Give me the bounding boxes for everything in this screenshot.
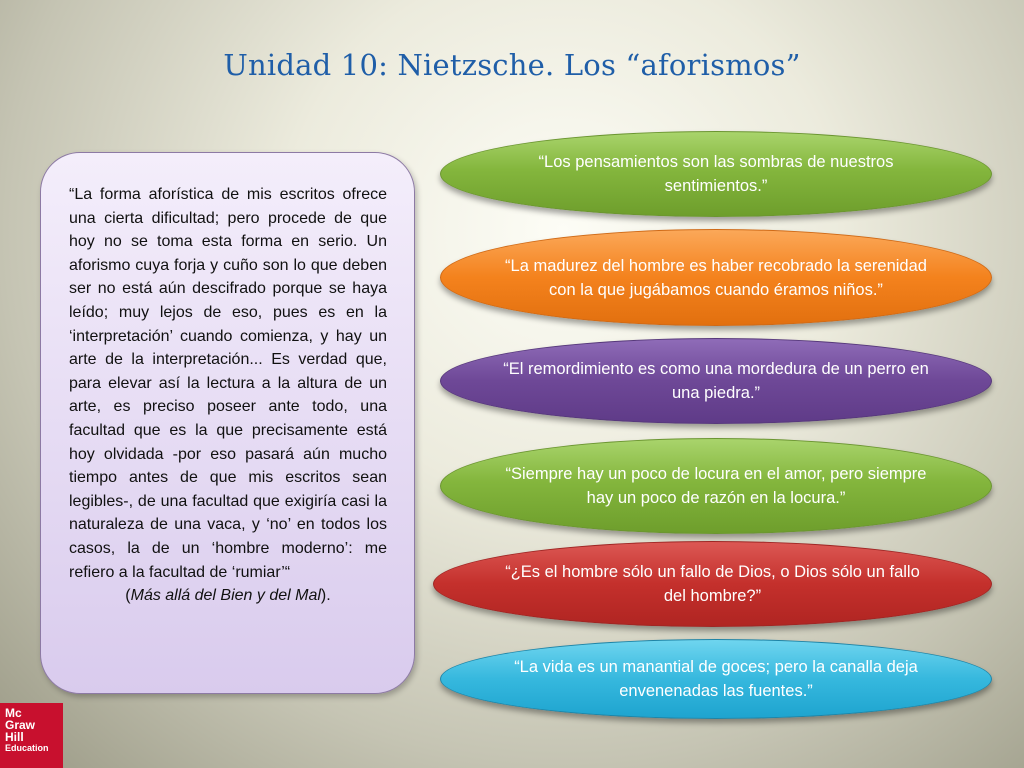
aphorism-2 — [440, 229, 992, 326]
mcgraw-hill-logo: Mc Graw Hill Education — [0, 703, 63, 768]
aphorism-1-text: “Los pensamientos son las sombras de nuestros sentimientos.” — [538, 153, 894, 195]
aphorism-5 — [433, 541, 992, 627]
main-quote-text: “La forma aforística de mis escritos ofrece una cierta dificultad; pero procede de que hoy no se toma esta forma en serio. Un aforismo cuya forja y cuño son lo que deben ser no está aún descifrado porque se haya leído; muy lejos de eso, pues es en la ‘interpretación’ cuando comienza, y hay un arte de la interpretación... Es verdad que, para elevar así la lectura a la altura de un arte, es preciso poseer ante todo, una facultad que es la que precisamente está hoy olvidada -por eso pasará aún mucho tiempo antes de que mis escritos sean legibles-, de una facultad que exigiría casi la naturaleza de una vaca, y ‘no’ en todos los casos, la de un ‘hombre moderno’: me refiero a la facultad de ‘rumiar’“ — [69, 186, 387, 581]
aphorism-2-text: “La madurez del hombre es haber recobrado la serenidad con la que jugábamos cuando éramos niños.” — [505, 256, 927, 299]
quote-source-title: Más allá del Bien y del Mal — [130, 587, 321, 605]
main-quote-panel — [40, 152, 415, 694]
quote-source: (Más allá del Bien y del Mal). — [125, 587, 331, 605]
aphorism-3-text: “El remordimiento es como una mordedura de un perro en una piedra.” — [503, 360, 929, 402]
aphorism-6-text: “La vida es un manantial de goces; pero la canalla deja envenenadas las fuentes.” — [514, 658, 918, 700]
aphorism-4 — [440, 438, 992, 534]
aphorism-3 — [440, 338, 992, 424]
slide-title: Unidad 10: Nietzsche. Los “aforismos” — [223, 48, 801, 82]
aphorism-5-text: “¿Es el hombre sólo un fallo de Dios, o Dios sólo un fallo del hombre?” — [505, 563, 920, 605]
aphorism-1 — [440, 131, 992, 217]
aphorism-6 — [440, 639, 992, 719]
aphorism-4-text: “Siempre hay un poco de locura en el amor, pero siempre hay un poco de razón en la locura.” — [505, 465, 927, 507]
